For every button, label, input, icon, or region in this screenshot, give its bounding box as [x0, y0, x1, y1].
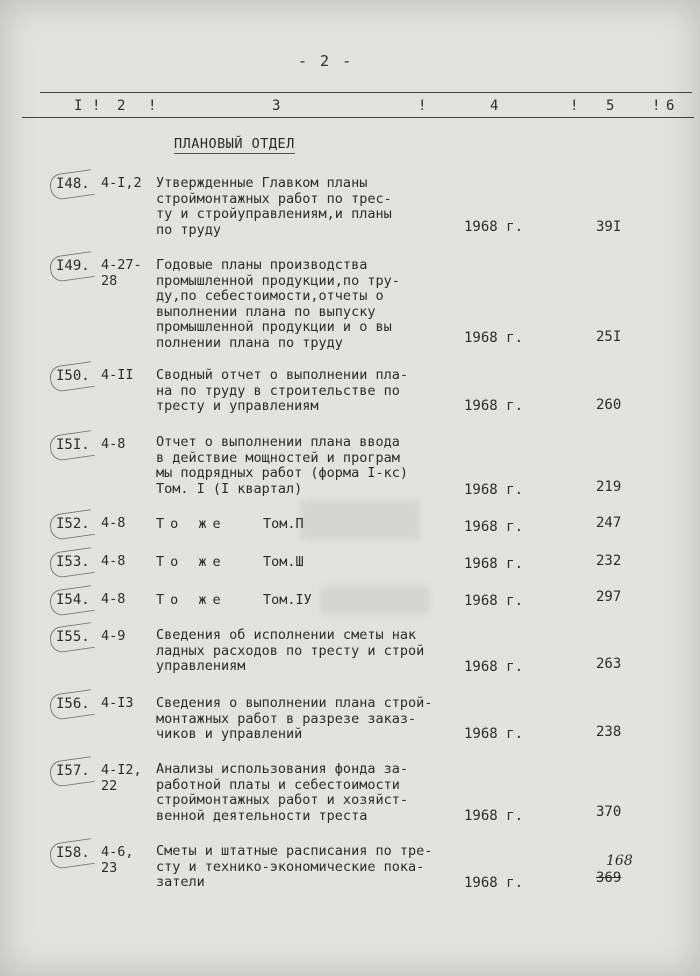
entry-sheet-count: 370	[596, 804, 622, 820]
table-header-top-rule	[40, 92, 692, 93]
entry-number: I54.	[56, 592, 90, 608]
number-circle-mark	[48, 430, 94, 462]
entry-number: I50.	[56, 368, 90, 384]
column-header-4: 4	[490, 98, 499, 114]
entry-reference: 4-I2, 22	[101, 762, 142, 794]
entry-sheet-count-struck: 369	[596, 870, 622, 886]
number-circle-mark	[48, 547, 94, 579]
column-header-1: I	[74, 98, 83, 114]
entry-reference: 4-II	[101, 367, 134, 383]
entry-year: 1968 г.	[464, 398, 524, 414]
entry-reference: 4-6, 23	[101, 844, 134, 876]
number-circle-mark	[48, 169, 94, 201]
entry-year: 1968 г.	[464, 808, 524, 824]
entry-reference: 4-8	[101, 553, 126, 569]
entry-reference: 4-8	[101, 515, 126, 531]
entry-number: I52.	[56, 516, 90, 532]
number-circle-mark	[48, 361, 94, 393]
entry-year: 1968 г.	[464, 659, 524, 675]
entry-reference: 4-8	[101, 436, 126, 452]
entry-number: I5I.	[56, 437, 90, 453]
entry-sheet-count: 219	[596, 479, 622, 495]
column-separator-2: !	[148, 98, 157, 114]
column-separator-5: !	[652, 98, 661, 114]
entry-description: Годовые планы производства промышленной продукции,по тру- ду,по себестоимости,отчеты о выполнении плана по выпуску промышленной продукции и о вы полнении плана по труду	[156, 257, 400, 351]
entry-volume: Том.Ш	[263, 554, 304, 570]
column-separator-3: !	[418, 98, 427, 114]
entry-description: Анализы использования фонда за- работной платы и себестоимости строймонтажных работ и хозяйст- венной деятельности треста	[156, 761, 408, 824]
page-number: - 2 -	[298, 52, 354, 70]
section-title: ПЛАНОВЫЙ ОТДЕЛ	[174, 136, 295, 152]
number-circle-mark	[48, 689, 94, 721]
entry-year: 1968 г.	[464, 593, 524, 609]
entry-same-as-above: То же	[156, 516, 227, 532]
entry-reference: 4-9	[101, 628, 126, 644]
entry-description: Отчет о выполнении плана ввода в действие мощностей и програм мы подрядных работ (форма I-кс) Том. I (I квартал)	[156, 434, 408, 497]
entry-description: Сводный отчет о выполнении пла- на по труду в строительстве по тресту и управлениям	[156, 367, 408, 414]
entry-reference: 4-8	[101, 591, 126, 607]
number-circle-mark	[48, 509, 94, 541]
entry-year: 1968 г.	[464, 219, 524, 235]
entry-sheet-count: 25I	[596, 329, 622, 345]
entry-description: Сведения об исполнении сметы нак ладных расходов по тресту и строй управлениям	[156, 627, 425, 674]
number-circle-mark	[48, 251, 94, 283]
entry-year: 1968 г.	[464, 556, 524, 572]
number-circle-mark	[48, 756, 94, 788]
entry-number: I56.	[56, 696, 90, 712]
column-header-2: 2	[117, 98, 126, 114]
entry-sheet-count: 297	[596, 589, 622, 605]
entry-same-as-above: То же	[156, 592, 227, 608]
number-circle-mark	[48, 838, 94, 870]
entry-sheet-count: 238	[596, 724, 622, 740]
entry-reference: 4-27- 28	[101, 257, 142, 289]
column-header-3: 3	[272, 98, 281, 114]
number-circle-mark	[48, 585, 94, 617]
entry-same-as-above: То же	[156, 554, 227, 570]
column-header-6: 6	[666, 98, 675, 114]
entry-volume: Том.IУ	[263, 592, 312, 608]
entry-description: Сметы и штатные расписания по тре- сту и технико-экономические пока- затели	[156, 843, 433, 890]
number-circle-mark	[48, 622, 94, 654]
entry-year: 1968 г.	[464, 519, 524, 535]
entry-sheet-count: 247	[596, 515, 622, 531]
handwritten-corrected-count: 168	[606, 853, 633, 869]
entry-number: I49.	[56, 258, 90, 274]
column-separator-1: !	[92, 98, 101, 114]
entry-volume: Том.П	[263, 516, 304, 532]
entry-number: I53.	[56, 554, 90, 570]
entry-year: 1968 г.	[464, 875, 524, 891]
column-header-5: 5	[606, 98, 615, 114]
entry-reference: 4-I3	[101, 695, 134, 711]
entry-description: Сведения о выполнении плана строй- монтажных работ в разрезе заказ- чиков и управлений	[156, 695, 433, 742]
entry-year: 1968 г.	[464, 482, 524, 498]
entry-number: I58.	[56, 845, 90, 861]
entry-sheet-count: 263	[596, 656, 622, 672]
entry-number: I55.	[56, 629, 90, 645]
entry-sheet-count: 260	[596, 397, 622, 413]
entry-number: I57.	[56, 763, 90, 779]
entry-reference: 4-I,2	[101, 175, 142, 191]
entry-year: 1968 г.	[464, 726, 524, 742]
column-separator-4: !	[570, 98, 579, 114]
entry-description: Утвержденные Главком планы строймонтажных работ по трес- ту и стройуправлениям,и планы по труду	[156, 175, 392, 238]
entry-year: 1968 г.	[464, 330, 524, 346]
entry-sheet-count: 232	[596, 553, 622, 569]
entry-sheet-count: 39I	[596, 219, 622, 235]
entry-number: I48.	[56, 176, 90, 192]
table-header-bottom-rule	[22, 117, 694, 118]
